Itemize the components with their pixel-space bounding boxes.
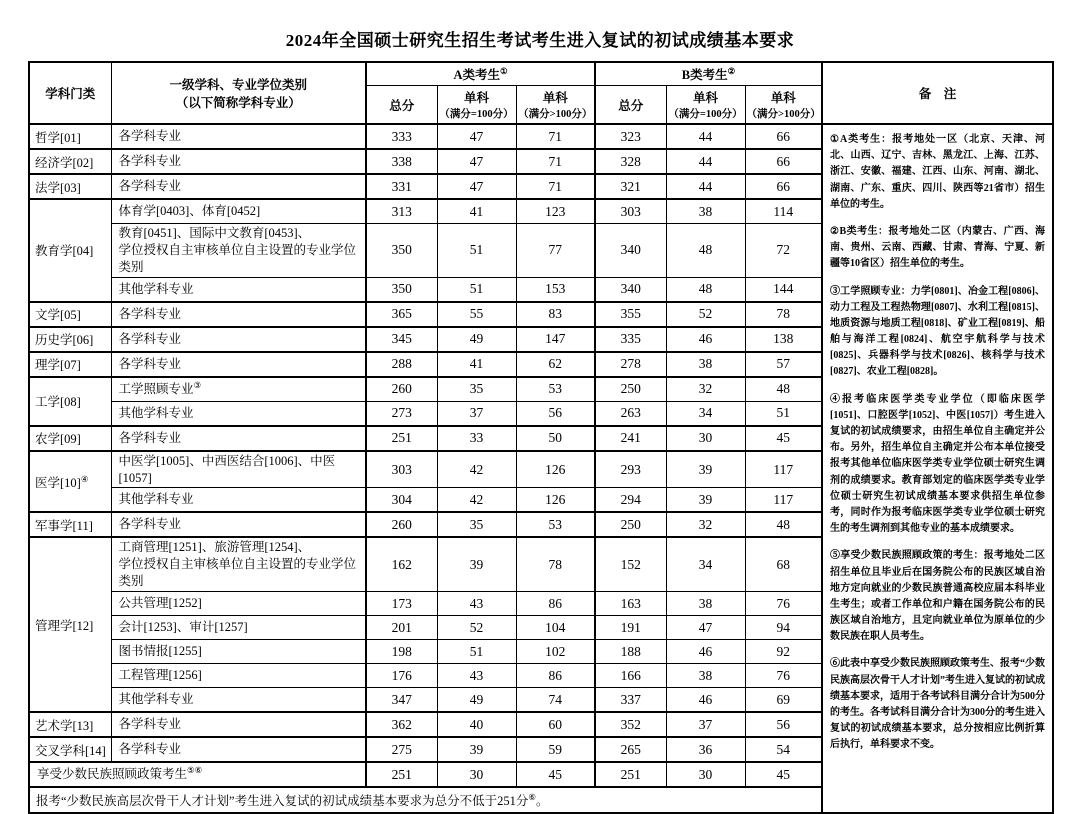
category-cell: 艺术学[13] <box>29 712 111 737</box>
score-a-cell: 35 <box>437 512 516 537</box>
col-header-category: 学科门类 <box>29 62 111 124</box>
score-b-cell: 44 <box>666 149 745 174</box>
score-a-cell: 42 <box>437 488 516 513</box>
subject-cell <box>111 224 366 278</box>
score-a-cell: 126 <box>516 451 595 488</box>
remarks-cell <box>822 124 1053 813</box>
footnote-ref: ⑥ <box>528 791 536 802</box>
score-b-cell: 34 <box>666 401 745 426</box>
score-b-cell: 188 <box>595 640 666 664</box>
footnote-ref-1: ① <box>499 65 508 76</box>
score-b-cell: 66 <box>745 124 822 149</box>
score-a-cell: 251 <box>366 762 437 787</box>
table-row <box>29 124 1053 149</box>
score-b-cell: 32 <box>666 512 745 537</box>
score-a-cell: 56 <box>516 401 595 426</box>
page-title: 2024年全国硕士研究生招生考试考生进入复试的初试成绩基本要求 <box>285 31 795 50</box>
score-a-cell: 37 <box>437 401 516 426</box>
category-cell: 医学[10]④ <box>29 451 111 513</box>
subject-cell <box>111 352 366 377</box>
score-b-cell: 163 <box>595 592 666 616</box>
score-a-cell: 39 <box>437 737 516 762</box>
score-b-cell: 38 <box>666 664 745 688</box>
col-header-b-total: 总分 <box>595 86 666 125</box>
score-a-cell: 273 <box>366 401 437 426</box>
score-a-cell: 86 <box>516 664 595 688</box>
score-b-cell: 294 <box>595 488 666 513</box>
score-a-cell: 333 <box>366 124 437 149</box>
subject-line: 工程管理[1256] <box>118 668 202 683</box>
col-header-group-b: B类考生② <box>595 62 822 86</box>
score-a-cell: 347 <box>366 688 437 713</box>
col-header-a-single100: 单科 （满分=100分） <box>437 86 516 125</box>
score-a-cell: 71 <box>516 124 595 149</box>
score-a-cell: 303 <box>366 451 437 488</box>
score-a-cell: 71 <box>516 149 595 174</box>
score-b-cell: 94 <box>745 616 822 640</box>
score-b-cell: 114 <box>745 199 822 224</box>
subject-cell <box>111 426 366 451</box>
score-b-cell: 340 <box>595 224 666 278</box>
subject-line: 各学科专业 <box>118 356 182 371</box>
score-a-cell: 35 <box>437 377 516 402</box>
score-b-cell: 76 <box>745 592 822 616</box>
score-a-cell: 77 <box>516 224 595 278</box>
subject-line: 各学科专业 <box>118 331 182 346</box>
score-b-cell: 39 <box>666 488 745 513</box>
score-a-cell: 40 <box>437 712 516 737</box>
score-a-cell: 52 <box>437 616 516 640</box>
score-b-cell: 46 <box>666 640 745 664</box>
score-b-cell: 263 <box>595 401 666 426</box>
col-header-group-a: A类考生① <box>366 62 595 86</box>
score-b-cell: 48 <box>666 224 745 278</box>
score-b-cell: 48 <box>745 377 822 402</box>
col-header-b-singleover100: 单科 （满分>100分） <box>745 86 822 125</box>
score-b-cell: 47 <box>666 616 745 640</box>
score-a-cell: 74 <box>516 688 595 713</box>
score-a-cell: 365 <box>366 302 437 327</box>
score-a-cell: 30 <box>437 762 516 787</box>
score-a-cell: 198 <box>366 640 437 664</box>
score-b-cell: 69 <box>745 688 822 713</box>
subject-line: 学位授权自主审核单位自主设置的专业学位类别 <box>118 557 357 589</box>
score-b-cell: 265 <box>595 737 666 762</box>
score-b-cell: 355 <box>595 302 666 327</box>
subject-cell <box>111 327 366 352</box>
score-b-cell: 152 <box>595 537 666 591</box>
score-b-cell: 241 <box>595 426 666 451</box>
score-a-cell: 78 <box>516 537 595 591</box>
score-a-cell: 39 <box>437 537 516 591</box>
score-a-cell: 33 <box>437 426 516 451</box>
score-b-cell: 72 <box>745 224 822 278</box>
col-header-b-single100: 单科 （满分=100分） <box>666 86 745 125</box>
score-a-cell: 304 <box>366 488 437 513</box>
score-b-cell: 191 <box>595 616 666 640</box>
remark-note: ⑤享受少数民族照顾政策的考生：报考地处二区招生单位且毕业后在国务院公布的民族区域自治地方定向就业的少数民族普通高校应届本科毕业生考生；或者工作单位和户籍在国务院公布的民族区域自治地方，且定向就业单位为原单位的少数民族在职人员考生。 <box>830 550 1046 643</box>
subject-line: 各学科专业 <box>118 717 182 732</box>
score-a-cell: 173 <box>366 592 437 616</box>
subject-cell <box>111 688 366 713</box>
col-header-a-singleover100: 单科 （满分>100分） <box>516 86 595 125</box>
category-cell: 管理学[12] <box>29 537 111 712</box>
score-b-cell: 38 <box>666 592 745 616</box>
score-b-cell: 340 <box>595 277 666 302</box>
score-b-cell: 30 <box>666 426 745 451</box>
score-b-cell: 78 <box>745 302 822 327</box>
score-b-cell: 46 <box>666 688 745 713</box>
score-b-cell: 352 <box>595 712 666 737</box>
score-b-cell: 34 <box>666 537 745 591</box>
subject-line: 会计[1253]、审计[1257] <box>118 620 248 635</box>
score-a-cell: 45 <box>516 762 595 787</box>
subject-line: 各学科专业 <box>118 517 182 532</box>
score-a-cell: 331 <box>366 174 437 199</box>
score-b-cell: 293 <box>595 451 666 488</box>
score-a-cell: 201 <box>366 616 437 640</box>
score-a-cell: 338 <box>366 149 437 174</box>
score-b-cell: 44 <box>666 124 745 149</box>
score-requirements-table <box>28 61 1054 814</box>
score-b-cell: 303 <box>595 199 666 224</box>
subject-line: 其他学科专业 <box>118 405 194 420</box>
subject-cell <box>111 737 366 762</box>
score-a-cell: 275 <box>366 737 437 762</box>
score-a-cell: 123 <box>516 199 595 224</box>
subject-line: 各学科专业 <box>118 129 182 144</box>
score-a-cell: 86 <box>516 592 595 616</box>
subject-cell <box>111 640 366 664</box>
subject-cell <box>111 149 366 174</box>
category-cell: 文学[05] <box>29 302 111 327</box>
subject-line: 教育[0451]、国际中文教育[0453]、 <box>118 226 311 240</box>
score-a-cell: 51 <box>437 277 516 302</box>
score-a-cell: 41 <box>437 199 516 224</box>
score-b-cell: 138 <box>745 327 822 352</box>
subject-line: 公共管理[1252] <box>118 596 202 611</box>
score-a-cell: 345 <box>366 327 437 352</box>
subject-line: 各学科专业 <box>118 306 182 321</box>
remark-note: ③工学照顾专业：力学[0801]、冶金工程[0806]、动力工程及工程热物理[0807]、水利工程[0815]、地质资源与地质工程[0818]、矿业工程[0819]、船舶与海洋工程[0824]、航空宇航科学与技术[0825]、兵器科学与技术[0826]、核科学与技术[0827]、农业工程[0828]。 <box>830 285 1046 378</box>
score-b-cell: 328 <box>595 149 666 174</box>
score-b-cell: 321 <box>595 174 666 199</box>
subject-cell <box>111 124 366 149</box>
score-a-cell: 50 <box>516 426 595 451</box>
score-a-cell: 62 <box>516 352 595 377</box>
score-b-cell: 250 <box>595 377 666 402</box>
score-a-cell: 251 <box>366 426 437 451</box>
score-a-cell: 55 <box>437 302 516 327</box>
footnote-cell: 报考“少数民族高层次骨干人才计划”考生进入复试的初试成绩基本要求为总分不低于251分⑥。 <box>29 787 822 813</box>
score-b-cell: 66 <box>745 149 822 174</box>
subject-cell <box>111 277 366 302</box>
score-b-cell: 250 <box>595 512 666 537</box>
score-a-cell: 43 <box>437 592 516 616</box>
score-b-cell: 335 <box>595 327 666 352</box>
col-header-remarks: 备 注 <box>822 62 1053 124</box>
score-a-cell: 51 <box>437 640 516 664</box>
score-a-cell: 350 <box>366 224 437 278</box>
score-b-cell: 37 <box>666 712 745 737</box>
footnote-ref-2: ② <box>727 65 736 76</box>
subject-cell <box>111 377 366 402</box>
footnote-ref: ④ <box>80 473 89 484</box>
remark-note: ⑥此表中享受少数民族照顾政策考生、报考“少数民族高层次骨干人才计划”考生进入复试的初试成绩基本要求，适用于各考试科目满分合计为500分的考生。各考试科目满分合计为300分的考生进入复试的初试成绩基本要求，总分按相应比例折算后执行，单科要求不变。 <box>830 658 1046 751</box>
score-a-cell: 102 <box>516 640 595 664</box>
category-cell: 教育学[04] <box>29 199 111 302</box>
score-a-cell: 313 <box>366 199 437 224</box>
category-cell: 历史学[06] <box>29 327 111 352</box>
score-b-cell: 51 <box>745 401 822 426</box>
score-a-cell: 260 <box>366 512 437 537</box>
score-a-cell: 126 <box>516 488 595 513</box>
score-a-cell: 51 <box>437 224 516 278</box>
minority-policy-cell: 享受少数民族照顾政策考生⑤⑥ <box>29 762 366 787</box>
score-a-cell: 41 <box>437 352 516 377</box>
score-b-cell: 66 <box>745 174 822 199</box>
category-cell: 农学[09] <box>29 426 111 451</box>
remark-note: ①A类考生：报考地处一区（北京、天津、河北、山西、辽宁、吉林、黑龙江、上海、江苏、浙江、安徽、福建、江西、山东、河南、湖北、湖南、广东、重庆、四川、陕西等21省市）招生单位的考生。 <box>830 134 1046 210</box>
subject-cell <box>111 488 366 513</box>
category-cell: 理学[07] <box>29 352 111 377</box>
subject-cell <box>111 199 366 224</box>
score-a-cell: 59 <box>516 737 595 762</box>
score-b-cell: 45 <box>745 426 822 451</box>
score-b-cell: 45 <box>745 762 822 787</box>
col-header-subject-line1: 一级学科、专业学位类别 <box>169 78 307 92</box>
subject-line: 各学科专业 <box>118 742 182 757</box>
score-b-cell: 52 <box>666 302 745 327</box>
score-b-cell: 48 <box>745 512 822 537</box>
subject-cell <box>111 664 366 688</box>
col-header-subject <box>111 62 366 124</box>
score-a-cell: 104 <box>516 616 595 640</box>
score-a-cell: 53 <box>516 377 595 402</box>
footnote-ref: ⑤⑥ <box>187 764 203 775</box>
col-header-a-total: 总分 <box>366 86 437 125</box>
score-b-cell: 57 <box>745 352 822 377</box>
subject-cell <box>111 401 366 426</box>
subject-cell <box>111 592 366 616</box>
score-a-cell: 49 <box>437 327 516 352</box>
score-b-cell: 278 <box>595 352 666 377</box>
subject-cell <box>111 616 366 640</box>
category-cell: 工学[08] <box>29 377 111 426</box>
subject-cell <box>111 302 366 327</box>
score-b-cell: 337 <box>595 688 666 713</box>
score-a-cell: 162 <box>366 537 437 591</box>
subject-cell <box>111 512 366 537</box>
subject-line: 图书情报[1255] <box>118 644 202 659</box>
subject-line: 工学照顾专业③ <box>118 379 202 396</box>
score-a-cell: 42 <box>437 451 516 488</box>
score-a-cell: 47 <box>437 174 516 199</box>
score-a-cell: 53 <box>516 512 595 537</box>
category-cell: 法学[03] <box>29 174 111 199</box>
score-b-cell: 68 <box>745 537 822 591</box>
subject-line: 各学科专业 <box>118 430 182 445</box>
score-b-cell: 166 <box>595 664 666 688</box>
score-a-cell: 47 <box>437 124 516 149</box>
subject-line: 其他学科专业 <box>118 492 194 507</box>
subject-line: 中医学[1005]、中西医结合[1006]、中医[1057] <box>118 453 336 485</box>
subject-line: 学位授权自主审核单位自主设置的专业学位类别 <box>118 242 357 274</box>
subject-cell <box>111 174 366 199</box>
score-b-cell: 76 <box>745 664 822 688</box>
subject-line: 体育学[0403]、体育[0452] <box>118 204 261 219</box>
subject-line: 其他学科专业 <box>118 692 194 707</box>
score-a-cell: 83 <box>516 302 595 327</box>
score-a-cell: 43 <box>437 664 516 688</box>
score-b-cell: 46 <box>666 327 745 352</box>
score-b-cell: 117 <box>745 488 822 513</box>
category-cell: 交叉学科[14] <box>29 737 111 762</box>
score-a-cell: 176 <box>366 664 437 688</box>
subject-line: 工商管理[1251]、旅游管理[1254]、 <box>118 540 311 555</box>
score-a-cell: 49 <box>437 688 516 713</box>
score-b-cell: 38 <box>666 352 745 377</box>
score-a-cell: 288 <box>366 352 437 377</box>
subject-line: 各学科专业 <box>118 179 182 194</box>
remark-note: ④报考临床医学类专业学位（即临床医学[1051]、口腔医学[1052]、中医[1057]）考生进入复试的初试成绩要求，由招生单位自主确定并公布。另外，招生单位自主确定并公布本单位接受报考其他单位临床医学类专业学位硕士研究生调剂的成绩要求。教育部划定的临床医学类专业学位硕士研究生初试成绩基本要求供招生单位参考，同时作为报考临床医学类专业学位硕士研究生的考生调剂到其他专业的基本成绩要求。 <box>830 393 1046 535</box>
score-a-cell: 362 <box>366 712 437 737</box>
col-header-subject-line2: （以下简称学科专业） <box>175 96 301 110</box>
score-b-cell: 54 <box>745 737 822 762</box>
score-a-cell: 60 <box>516 712 595 737</box>
score-b-cell: 323 <box>595 124 666 149</box>
category-cell: 哲学[01] <box>29 124 111 149</box>
score-a-cell: 153 <box>516 277 595 302</box>
subject-cell <box>111 712 366 737</box>
score-b-cell: 48 <box>666 277 745 302</box>
subject-cell <box>111 537 366 591</box>
score-a-cell: 47 <box>437 149 516 174</box>
category-cell: 军事学[11] <box>29 512 111 537</box>
score-a-cell: 147 <box>516 327 595 352</box>
score-b-cell: 144 <box>745 277 822 302</box>
score-b-cell: 32 <box>666 377 745 402</box>
score-a-cell: 71 <box>516 174 595 199</box>
score-b-cell: 56 <box>745 712 822 737</box>
score-b-cell: 251 <box>595 762 666 787</box>
subject-line: 其他学科专业 <box>118 281 194 296</box>
remark-note: ②B类考生：报考地处二区（内蒙古、广西、海南、贵州、云南、西藏、甘肃、青海、宁夏、新疆等10省区）招生单位的考生。 <box>830 225 1046 270</box>
score-b-cell: 39 <box>666 451 745 488</box>
score-a-cell: 350 <box>366 277 437 302</box>
score-b-cell: 38 <box>666 199 745 224</box>
subject-line: 各学科专业 <box>118 154 182 169</box>
score-b-cell: 36 <box>666 737 745 762</box>
footnote-ref: ③ <box>193 379 202 390</box>
score-b-cell: 92 <box>745 640 822 664</box>
category-cell: 经济学[02] <box>29 149 111 174</box>
score-a-cell: 260 <box>366 377 437 402</box>
score-b-cell: 44 <box>666 174 745 199</box>
score-b-cell: 30 <box>666 762 745 787</box>
score-b-cell: 117 <box>745 451 822 488</box>
subject-cell <box>111 451 366 488</box>
